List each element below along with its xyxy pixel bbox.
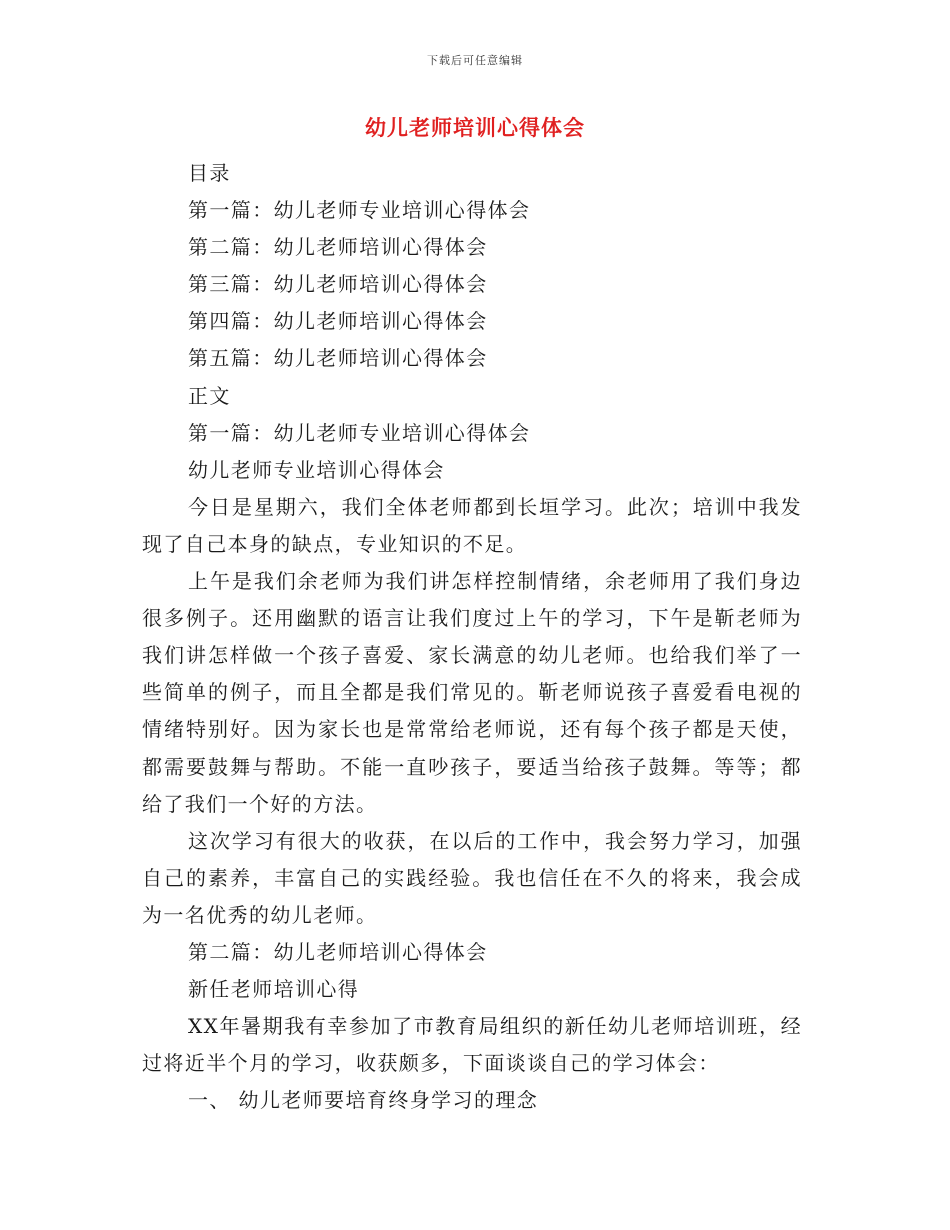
paragraph: XX年暑期我有幸参加了市教育局组织的新任幼儿老师培训班，经过将近半个月的学习，收获颇多，下面谈谈自己的学习体会：: [142, 1014, 802, 1076]
toc-heading: 目录: [188, 161, 231, 185]
toc-item: 第一篇：幼儿老师专业培训心得体会: [188, 198, 531, 223]
paragraph: 这次学习有很大的收获，在以后的工作中，我会努力学习，加强自己的素养，丰富自己的实践经验。我也信任在不久的将来，我会成为一名优秀的幼儿老师。: [142, 828, 802, 927]
header-note: 下载后可任意编辑: [427, 54, 523, 67]
toc-item: 第五篇：幼儿老师培训心得体会: [188, 346, 488, 371]
paragraph: 上午是我们余老师为我们讲怎样控制情绪，余老师用了我们身边很多例子。还用幽默的语言让我们度过上午的学习，下午是靳老师为我们讲怎样做一个孩子喜爱、家长满意的幼儿老师。也给我们举了一些简单的例子，而且全都是我们常见的。靳老师说孩子喜爱看电视的情绪特别好。因为家长也是常常给老师说，还有每个孩子都是天使，都需要鼓舞与帮助。不能一直吵孩子，要适当给孩子鼓舞。等等；都给了我们一个好的方法。: [142, 569, 802, 816]
document-title: 幼儿老师培训心得体会: [365, 115, 585, 140]
document-body: [142, 155, 802, 1119]
toc-item: 第四篇：幼儿老师培训心得体会: [188, 309, 488, 334]
section-heading: 第一篇：幼儿老师专业培训心得体会: [188, 420, 531, 445]
section-subtitle: 幼儿老师专业培训心得体会: [188, 457, 445, 482]
section-subtitle: 新任老师培训心得: [188, 977, 360, 1002]
paragraph: 今日是星期六，我们全体老师都到长垣学习。此次；培训中我发现了自己本身的缺点，专业知识的不足。: [142, 494, 802, 556]
toc-item: 第二篇：幼儿老师培训心得体会: [188, 235, 488, 260]
body-heading: 正文: [188, 383, 231, 408]
numbered-point: 一、 幼儿老师要培育终身学习的理念: [188, 1088, 539, 1113]
toc-item: 第三篇：幼儿老师培训心得体会: [188, 272, 488, 297]
section-heading: 第二篇：幼儿老师培训心得体会: [188, 939, 488, 964]
